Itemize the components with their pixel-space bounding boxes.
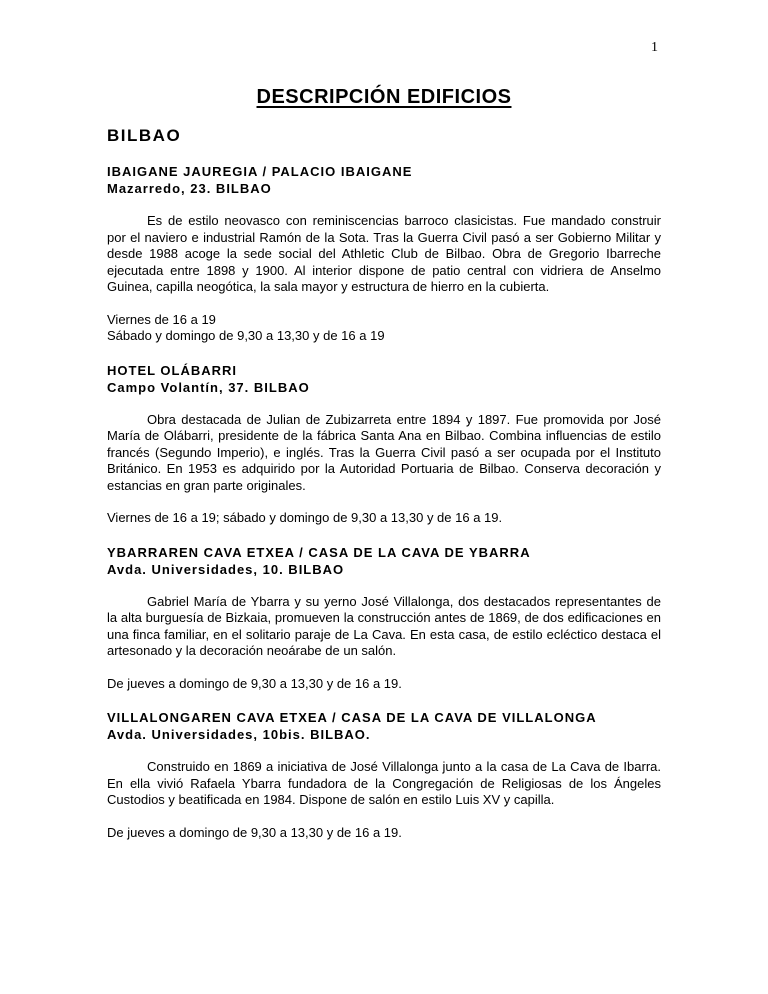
section-description: Construido en 1869 a iniciativa de José Villalonga junto a la casa de La Cava de Ibarra. En ella vivió Rafaela Ybarra fundadora de la Congregación de Religiosas de los Ángeles Custodios y beatificada en 1984. Dispone de salón en estilo Luis XV y capilla. <box>107 759 661 807</box>
section-address: Avda. Universidades, 10bis. BILBAO. <box>107 727 371 742</box>
section-title: IBAIGANE JAUREGIA / PALACIO IBAIGANE <box>107 164 413 179</box>
section-address: Mazarredo, 23. BILBAO <box>107 181 272 196</box>
section-description: Es de estilo neovasco con reminiscencias barroco clasicistas. Fue mandado construir por el naviero e industrial Ramón de la Sota. Tras la Guerra Civil pasó a ser Gobierno Militar y desde 1988 acoge la sede social del Athletic Club de Bilbao. Obra de Gregorio Ibarreche ejecutada entre 1898 y 1900. Al interior dispone de patio central con vidriera de Anselmo Guinea, capilla neogótica, la sala mayor y estructura de hierro en la cubierta. <box>107 213 661 294</box>
section-title: HOTEL OLÁBARRI <box>107 362 238 378</box>
section-title: VILLALONGAREN CAVA ETXEA / CASA DE LA CAVA DE VILLALONGA <box>107 710 597 725</box>
section-schedule <box>107 825 661 842</box>
section-schedule <box>107 676 661 693</box>
section-schedule <box>107 510 661 527</box>
section-cava-villalonga <box>107 709 661 841</box>
schedule-line: Viernes de 16 a 19; sábado y domingo de 9,30 a 13,30 y de 16 a 19. <box>107 510 503 525</box>
section-address: Campo Volantín, 37. BILBAO <box>107 379 310 395</box>
section-description: Gabriel María de Ybarra y su yerno José Villalonga, dos destacados representantes de la alta burguesía de Bizkaia, promueven la construcción antes de 1869, de dos edificaciones en una finca familiar, en el solitario paraje de La Cava. En esta casa, de estilo ecléctico destaca el artesonado y la decoración neoárabe de un salón. <box>107 593 661 658</box>
schedule-line: De jueves a domingo de 9,30 a 13,30 y de 16 a 19. <box>107 824 402 840</box>
region-heading: BILBAO <box>107 126 182 145</box>
section-ibaigane <box>107 163 661 345</box>
document-title-text: DESCRIPCIÓN EDIFICIOS <box>256 86 512 108</box>
section-schedule <box>107 312 661 345</box>
section-cava-ybarra <box>107 544 661 693</box>
section-address: Avda. Universidades, 10. BILBAO <box>107 561 345 577</box>
section-description: Obra destacada de Julian de Zubizarreta entre 1894 y 1897. Fue promovida por José María de Olábarri, presidente de la fábrica Santa Ana en Bilbao. Combina influencias de estilo francés (Segundo Imperio), e inglés. Tras la Guerra Civil pasó a ser ocupada por el Instituto Británico. En 1953 es adquirido por la Autoridad Portuaria de Bilbao. Conserva decoración y estancias en gran parte originales. <box>107 411 661 493</box>
schedule-line: De jueves a domingo de 9,30 a 13,30 y de 16 a 19. <box>107 675 402 691</box>
section-title: YBARRAREN CAVA ETXEA / CASA DE LA CAVA DE YBARRA <box>107 544 531 560</box>
schedule-line: Sábado y domingo de 9,30 a 13,30 y de 16 a 19 <box>107 328 385 343</box>
page-number: 1 <box>651 40 658 55</box>
section-hotel-olabarri <box>107 362 661 527</box>
document-title <box>107 86 661 109</box>
schedule-line: Viernes de 16 a 19 <box>107 311 216 327</box>
